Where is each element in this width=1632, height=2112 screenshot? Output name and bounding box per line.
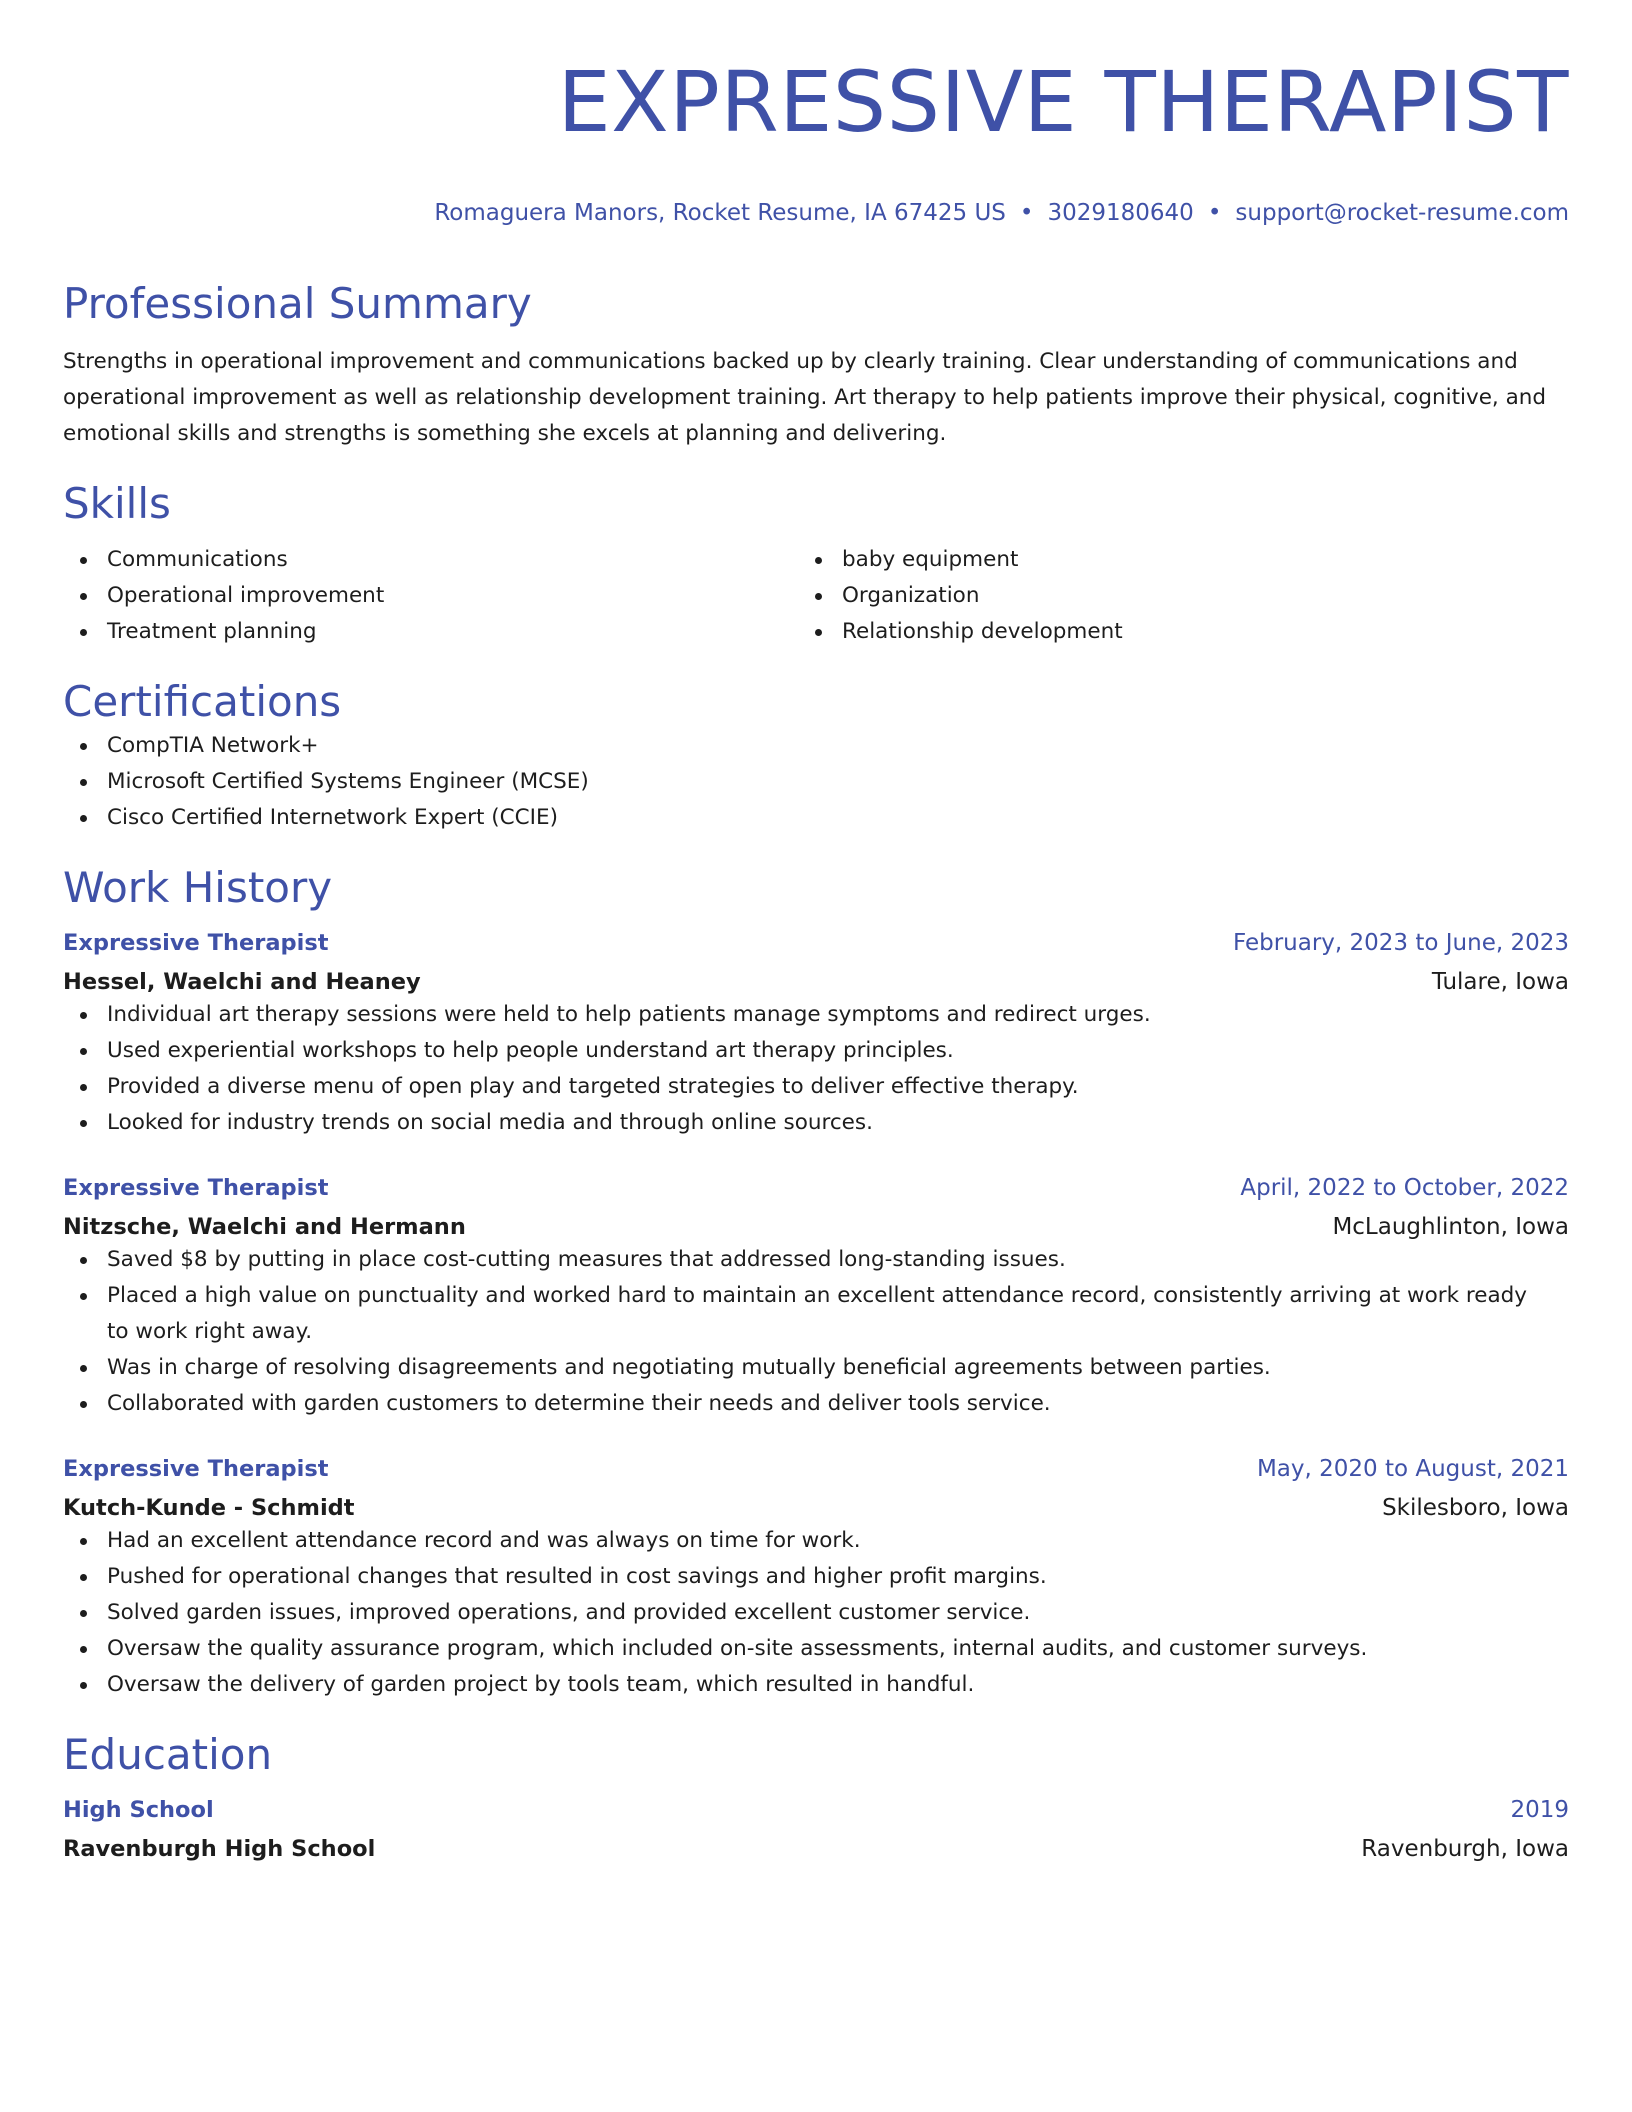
candidate-name: EXPRESSIVE THERAPIST xyxy=(557,53,1569,151)
certification-item: CompTIA Network+ xyxy=(63,728,1569,764)
summary-text: Strengths in operational improvement and communications backed up by clearly training. Clear understanding of communications and operational improvement as well as relationship development training. Art therapy to help patients improve their physical, cognitive, and emotional skills and strengths is something she excels at planning and delivering. xyxy=(63,349,1547,446)
job-location: McLaughlinton, Iowa xyxy=(1332,1214,1569,1240)
job-bullet: Collaborated with garden customers to determine their needs and deliver tools service. xyxy=(63,1386,1553,1422)
job-bullet: Had an excellent attendance record and was always on time for work. xyxy=(63,1523,1553,1559)
certification-item: Microsoft Certified Systems Engineer (MCSE) xyxy=(63,764,1569,800)
work-history-heading: Work History xyxy=(63,863,333,912)
skill-item: Operational improvement xyxy=(63,578,798,614)
skill-item: baby equipment xyxy=(798,542,1533,578)
education-location: Ravenburgh, Iowa xyxy=(1361,1836,1569,1862)
education-degree: High School xyxy=(63,1797,214,1823)
skill-item: Organization xyxy=(798,578,1533,614)
skill-item: Treatment planning xyxy=(63,614,798,650)
job-dates: February, 2023 to June, 2023 xyxy=(1232,930,1569,956)
job-bullet: Pushed for operational changes that resulted in cost savings and higher profit margins. xyxy=(63,1559,1553,1595)
job-bullet: Used experiential workshops to help people understand art therapy principles. xyxy=(63,1033,1553,1069)
job-dates: April, 2022 to October, 2022 xyxy=(1240,1175,1569,1201)
job-bullet: Looked for industry trends on social media and through online sources. xyxy=(63,1105,1553,1141)
resume-header xyxy=(63,52,1569,228)
job-header-row xyxy=(63,928,1569,958)
contact-separator: • xyxy=(1019,200,1034,226)
job-company: Kutch-Kunde - Schmidt xyxy=(63,1495,355,1521)
job-entry xyxy=(63,1173,1569,1422)
job-company-row xyxy=(63,1212,1569,1242)
certification-item: Cisco Certified Internetwork Expert (CCIE) xyxy=(63,800,1569,836)
job-bullet-list xyxy=(63,1523,1553,1703)
contact-line xyxy=(63,198,1569,228)
job-bullet-list xyxy=(63,997,1553,1141)
job-bullet: Saved $8 by putting in place cost-cutting measures that addressed long-standing issues. xyxy=(63,1242,1553,1278)
job-bullet: Was in charge of resolving disagreements and negotiating mutually beneficial agreements between parties. xyxy=(63,1350,1553,1386)
summary-heading: Professional Summary xyxy=(63,279,532,328)
contact-separator: • xyxy=(1207,200,1222,226)
job-role: Expressive Therapist xyxy=(63,1456,329,1482)
certifications-list xyxy=(63,728,1569,836)
job-bullet: Oversaw the delivery of garden project by tools team, which resulted in handful. xyxy=(63,1667,1553,1703)
education-header-row xyxy=(63,1795,1569,1825)
job-bullet: Individual art therapy sessions were held to help patients manage symptoms and redirect urges. xyxy=(63,997,1553,1033)
job-bullet: Oversaw the quality assurance program, which included on-site assessments, internal audits, and customer surveys. xyxy=(63,1631,1553,1667)
skills-grid xyxy=(63,542,1569,650)
job-bullet: Provided a diverse menu of open play and targeted strategies to deliver effective therapy. xyxy=(63,1069,1553,1105)
job-bullet: Placed a high value on punctuality and worked hard to maintain an excellent attendance record, consistently arriving at work ready to work right away. xyxy=(63,1278,1553,1350)
job-role: Expressive Therapist xyxy=(63,930,329,956)
job-bullet-list xyxy=(63,1242,1553,1422)
skills-column-right xyxy=(798,542,1533,650)
skill-item: Communications xyxy=(63,542,798,578)
skills-heading: Skills xyxy=(63,479,171,528)
certifications-heading: Certifications xyxy=(63,677,342,726)
skills-list-right xyxy=(798,542,1533,650)
job-dates: May, 2020 to August, 2021 xyxy=(1256,1456,1569,1482)
education-school: Ravenburgh High School xyxy=(63,1836,376,1862)
job-location: Tulare, Iowa xyxy=(1431,969,1569,995)
job-role: Expressive Therapist xyxy=(63,1175,329,1201)
job-entry xyxy=(63,928,1569,1141)
education-entry xyxy=(63,1795,1569,1864)
job-bullet: Solved garden issues, improved operations, and provided excellent customer service. xyxy=(63,1595,1553,1631)
job-company-row xyxy=(63,967,1569,997)
job-entry xyxy=(63,1454,1569,1703)
contact-address: Romaguera Manors, Rocket Resume, IA 67425 US xyxy=(434,200,1006,226)
job-company: Nitzsche, Waelchi and Hermann xyxy=(63,1214,466,1240)
education-year: 2019 xyxy=(1510,1797,1569,1823)
job-company: Hessel, Waelchi and Heaney xyxy=(63,969,421,995)
skills-list-left xyxy=(63,542,798,650)
education-school-row xyxy=(63,1834,1569,1864)
skill-item: Relationship development xyxy=(798,614,1533,650)
job-location: Skilesboro, Iowa xyxy=(1382,1495,1569,1521)
job-header-row xyxy=(63,1173,1569,1203)
job-company-row xyxy=(63,1493,1569,1523)
skills-column-left xyxy=(63,542,798,650)
job-header-row xyxy=(63,1454,1569,1484)
contact-phone: 3029180640 xyxy=(1047,200,1194,226)
education-heading: Education xyxy=(63,1730,273,1779)
contact-email: support@rocket-resume.com xyxy=(1235,200,1569,226)
